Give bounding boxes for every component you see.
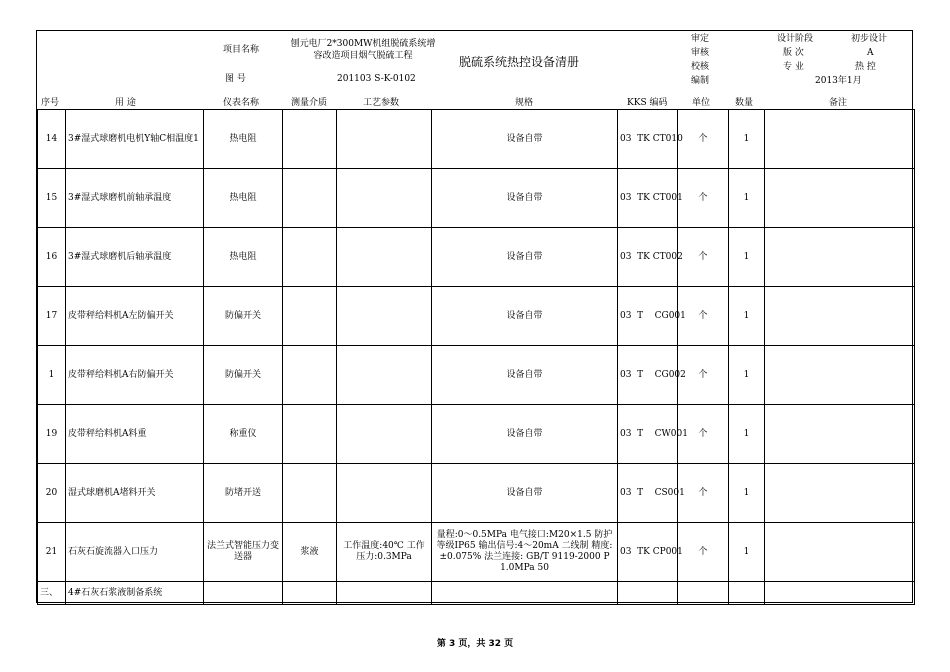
row-process [337, 464, 432, 523]
row-process [337, 110, 432, 169]
row-seq: 16 [38, 228, 66, 287]
row-remark [765, 169, 915, 228]
row-kks: 03 TK CP001 [618, 523, 678, 582]
row-unit: 个 [678, 110, 729, 169]
row-kks: 03 T CS001 [618, 464, 678, 523]
row-instrument: 防堵开送 [204, 464, 283, 523]
section-empty-cell [337, 582, 432, 605]
row-qty: 1 [729, 405, 765, 464]
row-seq: 21 [38, 523, 66, 582]
row-instrument: 防偏开关 [204, 346, 283, 405]
row-process: 工作温度:40℃ 工作压力:0.3MPa [337, 523, 432, 582]
row-seq: 19 [38, 405, 66, 464]
version-value: A [867, 48, 874, 58]
row-use: 3#湿式球磨机电机Y轴C相温度1 [66, 110, 204, 169]
row-kks: 03 T CW001 [618, 405, 678, 464]
row-remark [765, 464, 915, 523]
table-row [38, 287, 915, 346]
row-unit: 个 [678, 287, 729, 346]
equipment-table [37, 109, 915, 605]
col-medium: 测量介质 [291, 98, 328, 108]
table-row [38, 523, 915, 582]
row-process [337, 228, 432, 287]
row-seq: 14 [38, 110, 66, 169]
row-remark [765, 523, 915, 582]
section-empty-cell [678, 582, 729, 605]
row-medium [283, 169, 337, 228]
section-empty-cell [729, 582, 765, 605]
discipline-value: 热 控 [855, 62, 876, 72]
section-empty-cell [765, 582, 915, 605]
row-instrument: 法兰式智能压力变送器 [204, 523, 283, 582]
row-remark [765, 228, 915, 287]
col-kks: KKS 编码 [627, 98, 668, 108]
row-spec: 设备自带 [432, 169, 618, 228]
table-row [38, 464, 915, 523]
row-remark [765, 110, 915, 169]
row-spec: 设备自带 [432, 228, 618, 287]
row-qty: 1 [729, 287, 765, 346]
row-unit: 个 [678, 169, 729, 228]
approve-label: 审定 [691, 34, 710, 44]
row-remark [765, 405, 915, 464]
row-use: 3#湿式球磨机前轴承温度 [66, 169, 204, 228]
row-medium: 浆液 [283, 523, 337, 582]
table-row [38, 405, 915, 464]
row-kks: 03 T CG002 [618, 346, 678, 405]
row-seq: 1 [38, 346, 66, 405]
drawing-number: 201103 S-K-0102 [337, 74, 416, 84]
project-name-line1: 刨元电厂2*300MW机组脱硫系统增 [290, 39, 436, 49]
review-label: 审核 [691, 48, 710, 58]
row-unit: 个 [678, 346, 729, 405]
document-title: 脱硫系统热控设备清册 [459, 55, 580, 69]
row-qty: 1 [729, 110, 765, 169]
row-medium [283, 405, 337, 464]
row-spec: 量程:0～0.5MPa 电气接口:M20×1.5 防护等级IP65 输出信号:4～20mA 二线制 精度:±0.075% 法兰连接: GB/T 9119-2000 P 1.0MPa 50 [432, 523, 618, 582]
row-spec: 设备自带 [432, 110, 618, 169]
row-seq: 17 [38, 287, 66, 346]
row-remark [765, 287, 915, 346]
table-row [38, 228, 915, 287]
row-kks: 03 TK CT001 [618, 169, 678, 228]
row-process [337, 287, 432, 346]
document-sheet [36, 30, 913, 603]
row-instrument: 称重仪 [204, 405, 283, 464]
col-instrument: 仪表名称 [223, 98, 260, 108]
drawing-label: 图 号 [225, 74, 246, 84]
row-use: 皮带秤给料机A右防偏开关 [66, 346, 204, 405]
row-spec: 设备自带 [432, 287, 618, 346]
row-use: 湿式球磨机A堵料开关 [66, 464, 204, 523]
row-unit: 个 [678, 228, 729, 287]
row-seq: 15 [38, 169, 66, 228]
date-value: 2013年1月 [815, 76, 862, 86]
row-seq: 20 [38, 464, 66, 523]
row-unit: 个 [678, 523, 729, 582]
row-kks: 03 T CG001 [618, 287, 678, 346]
col-process: 工艺参数 [363, 98, 400, 108]
row-use: 石灰石旋流器入口压力 [66, 523, 204, 582]
row-process [337, 346, 432, 405]
row-instrument: 热电阻 [204, 169, 283, 228]
section-row [38, 582, 915, 605]
row-medium [283, 464, 337, 523]
row-use: 3#湿式球磨机后轴承温度 [66, 228, 204, 287]
section-seq: 三、 [38, 582, 66, 605]
page-footer: 第 3 页，共 32 页 [436, 639, 514, 649]
check-label: 校核 [691, 62, 710, 72]
row-medium [283, 110, 337, 169]
col-use: 用 途 [115, 98, 136, 108]
design-stage-label: 设计阶段 [777, 34, 814, 44]
col-seq: 序号 [41, 98, 60, 108]
row-spec: 设备自带 [432, 346, 618, 405]
row-qty: 1 [729, 523, 765, 582]
row-spec: 设备自带 [432, 405, 618, 464]
row-qty: 1 [729, 346, 765, 405]
row-use: 皮带秤给料机A料重 [66, 405, 204, 464]
row-qty: 1 [729, 464, 765, 523]
row-kks: 03 TK CT002 [618, 228, 678, 287]
section-empty-cell [432, 582, 618, 605]
version-label: 版 次 [783, 48, 804, 58]
col-qty: 数量 [735, 98, 754, 108]
project-name-line2: 容改造项目烟气脱硫工程 [313, 51, 413, 61]
row-medium [283, 346, 337, 405]
col-spec: 规格 [515, 98, 534, 108]
row-medium [283, 287, 337, 346]
col-remark: 备注 [829, 98, 848, 108]
section-title: 4#石灰石浆液制备系统 [66, 582, 204, 605]
row-qty: 1 [729, 169, 765, 228]
row-kks: 03 TK CT010 [618, 110, 678, 169]
row-use: 皮带秤给料机A左防偏开关 [66, 287, 204, 346]
row-qty: 1 [729, 228, 765, 287]
row-unit: 个 [678, 464, 729, 523]
row-process [337, 169, 432, 228]
table-row [38, 110, 915, 169]
row-instrument: 热电阻 [204, 110, 283, 169]
row-instrument: 防偏开关 [204, 287, 283, 346]
table-row [38, 169, 915, 228]
compile-label: 编制 [691, 76, 710, 86]
row-medium [283, 228, 337, 287]
row-instrument: 热电阻 [204, 228, 283, 287]
section-empty-cell [618, 582, 678, 605]
row-process [337, 405, 432, 464]
col-unit: 单位 [692, 98, 711, 108]
row-remark [765, 346, 915, 405]
row-unit: 个 [678, 405, 729, 464]
section-empty-cell [204, 582, 283, 605]
project-label: 项目名称 [223, 45, 260, 55]
table-row [38, 346, 915, 405]
section-empty-cell [283, 582, 337, 605]
discipline-label: 专 业 [783, 62, 804, 72]
row-spec: 设备自带 [432, 464, 618, 523]
design-stage-value: 初步设计 [851, 34, 888, 44]
